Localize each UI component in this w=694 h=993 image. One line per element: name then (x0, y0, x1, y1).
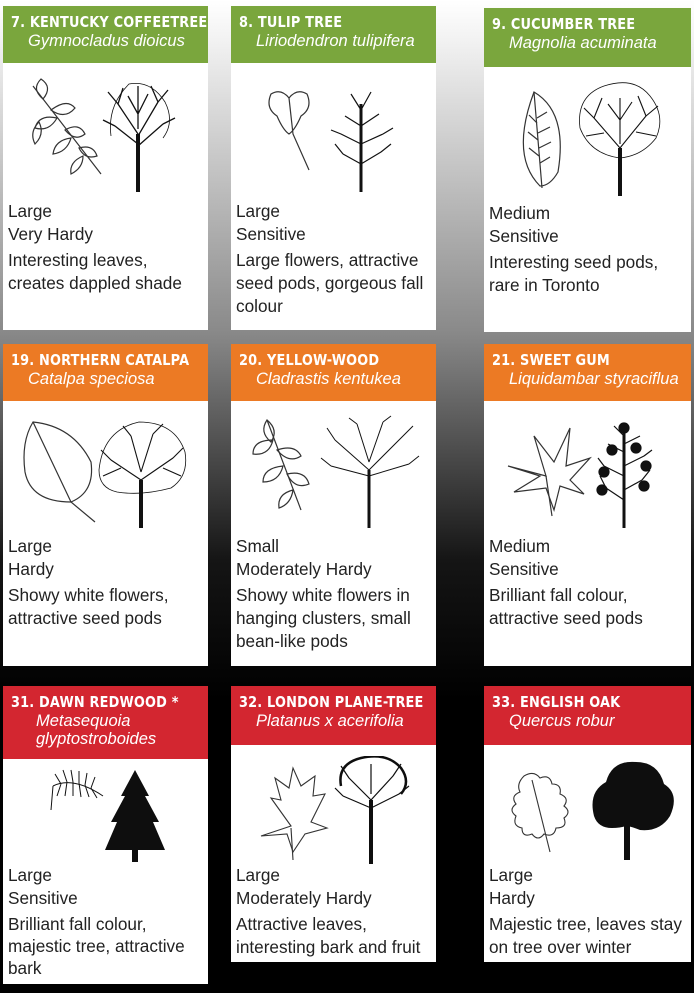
oak-leaf-icon (512, 773, 568, 852)
hardiness-label: Very Hardy (8, 224, 94, 244)
star-leaf-icon (508, 428, 590, 516)
tree-card-northern-catalpa (3, 344, 208, 666)
bare-tree-icon (597, 423, 652, 528)
tree-card-dawn-redwood (3, 686, 208, 984)
tree-number-name: 7. KENTUCKY COFFEETREE (11, 13, 208, 31)
size-label: Large (8, 201, 52, 221)
card-details (8, 535, 204, 630)
hardiness-label: Moderately Hardy (236, 559, 372, 579)
tree-card-english-oak (484, 686, 691, 962)
size-label: Medium (489, 203, 551, 223)
size-label: Large (489, 865, 533, 885)
hardiness-label: Sensitive (236, 224, 306, 244)
illustration (3, 74, 208, 196)
tree-card-london-plane-tree (231, 686, 436, 962)
illustration (484, 78, 691, 200)
card-details (489, 535, 687, 630)
tree-card-yellow-wood (231, 344, 436, 666)
card-header (231, 686, 436, 745)
illustration (3, 410, 208, 530)
size-label: Medium (489, 536, 551, 556)
scientific-name: Metasequoia glyptostroboides (36, 712, 157, 748)
card-header (3, 344, 208, 401)
tree-number-name: 31. DAWN REDWOOD * (11, 693, 179, 711)
tree-card-sweet-gum (484, 344, 691, 666)
card-details (236, 535, 432, 653)
scientific-name: Liriodendron tulipifera (256, 32, 415, 50)
oval-leaf-icon (523, 92, 560, 188)
scientific-name: Gymnocladus dioicus (28, 32, 185, 50)
card-details (236, 200, 432, 318)
bare-tree-icon (321, 416, 419, 528)
tulip-leaf-icon (269, 92, 309, 170)
illustration (484, 756, 691, 866)
card-details (8, 864, 204, 979)
card-header (484, 344, 691, 401)
tree-number-name: 32. LONDON PLANE-TREE (239, 693, 424, 711)
illustration (231, 74, 436, 196)
scientific-name: Cladrastis kentukea (256, 370, 401, 388)
needle-leaf-icon (51, 770, 103, 810)
scientific-name: Magnolia acuminata (509, 34, 657, 52)
illustration (3, 766, 208, 866)
illustration (484, 410, 691, 530)
bare-tree-icon (580, 83, 660, 196)
notes-text: Showy white flowers in hanging clusters, small bean-like pods (236, 585, 411, 651)
notes-text: Large flowers, attractive seed pods, gorgeous fall colour (236, 250, 424, 316)
hardiness-label: Hardy (489, 888, 535, 908)
heart-leaf-icon (24, 422, 95, 522)
tree-number-name: 19. NORTHERN CATALPA (11, 351, 190, 369)
bare-tree-icon (103, 83, 175, 192)
illustration (231, 756, 436, 866)
card-header (231, 344, 436, 401)
card-details (236, 864, 432, 959)
tree-card-cucumber-tree (484, 8, 691, 332)
maple-leaf-icon (261, 768, 327, 860)
size-label: Large (8, 536, 52, 556)
card-details (489, 202, 687, 297)
scientific-name: Platanus x acerifolia (256, 712, 404, 730)
leafy-tree-icon (593, 762, 674, 860)
card-header (231, 6, 436, 63)
card-header (484, 8, 691, 67)
hardiness-label: Moderately Hardy (236, 888, 372, 908)
scientific-name: Quercus robur (509, 712, 615, 730)
illustration (231, 410, 436, 530)
notes-text: Showy white flowers, attractive seed pods (8, 585, 169, 628)
hardiness-label: Sensitive (8, 888, 78, 908)
tree-number-name: 20. YELLOW-WOOD (239, 351, 380, 369)
hardiness-label: Sensitive (489, 226, 559, 246)
bare-tree-icon (335, 756, 409, 864)
size-label: Small (236, 536, 279, 556)
card-header (3, 686, 208, 759)
notes-text: Majestic tree, leaves stay on tree over winter (489, 914, 682, 957)
tree-card-kentucky-coffeetree (3, 6, 208, 330)
bare-tree-icon (331, 92, 393, 192)
card-header (484, 686, 691, 745)
card-details (8, 200, 204, 295)
tree-number-name: 33. ENGLISH OAK (492, 693, 621, 711)
size-label: Large (236, 865, 280, 885)
conifer-tree-icon (105, 770, 165, 862)
notes-text: Brilliant fall colour, majestic tree, attractive bark (8, 914, 185, 978)
card-header (3, 6, 208, 63)
tree-number-name: 8. TULIP TREE (239, 13, 343, 31)
notes-text: Brilliant fall colour, attractive seed pods (489, 585, 643, 628)
tree-number-name: 9. CUCUMBER TREE (492, 15, 636, 33)
scientific-name: Catalpa speciosa (28, 370, 155, 388)
size-label: Large (8, 865, 52, 885)
bare-tree-icon (99, 422, 186, 528)
notes-text: Attractive leaves, interesting bark and fruit (236, 914, 421, 957)
compound-leaf-icon (253, 420, 309, 510)
size-label: Large (236, 201, 280, 221)
notes-text: Interesting seed pods, rare in Toronto (489, 252, 659, 295)
card-details (489, 864, 687, 959)
tree-card-tulip-tree (231, 6, 436, 330)
hardiness-label: Hardy (8, 559, 54, 579)
hardiness-label: Sensitive (489, 559, 559, 579)
scientific-name: Liquidambar styraciflua (509, 370, 679, 388)
tree-number-name: 21. SWEET GUM (492, 351, 610, 369)
compound-leaf-icon (33, 79, 101, 174)
notes-text: Interesting leaves, creates dappled shade (8, 250, 182, 293)
